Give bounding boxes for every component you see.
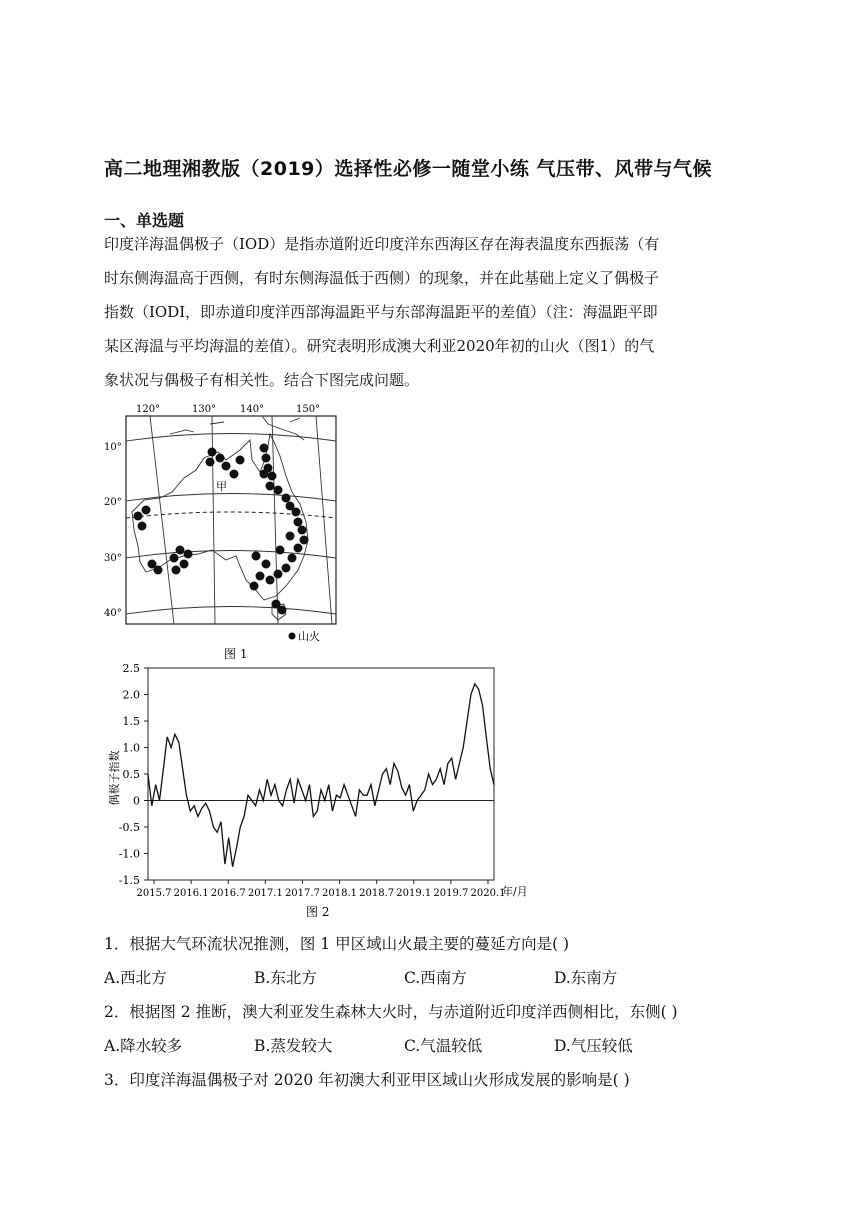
x-tick-label: 2019.1 bbox=[396, 888, 432, 899]
map-frame bbox=[126, 416, 336, 624]
fire-dots bbox=[134, 444, 309, 615]
q1-option-b[interactable]: B.东北方 bbox=[254, 969, 317, 987]
lon-label-150: 150° bbox=[296, 404, 321, 415]
region-label-jia: 甲 bbox=[216, 480, 227, 493]
y-tick-label: -1.5 bbox=[118, 874, 140, 887]
y-tick-label: 2.0 bbox=[122, 688, 140, 702]
legend-label: 山火 bbox=[298, 630, 320, 643]
chart-y-label: 偶极子指数 bbox=[108, 750, 121, 806]
intro-line-2: 时东侧海温高于西侧，有时东侧海温低于西侧）的现象，并在此基础上定义了偶极子 bbox=[104, 269, 660, 287]
y-tick-label: -1.0 bbox=[118, 847, 140, 861]
islands-outline bbox=[170, 422, 224, 434]
legend-dot bbox=[289, 633, 296, 640]
question-1-stem: 1．根据大气环流状况推测，图 1 甲区域山火最主要的蔓延方向是( ) bbox=[104, 935, 570, 953]
x-tick-label: 2015.7 bbox=[136, 888, 172, 899]
x-tick-label: 2018.1 bbox=[322, 888, 358, 899]
lon-label-130: 130° bbox=[192, 404, 217, 415]
intro-line-4: 某区海温与平均海温的差值）。研究表明形成澳大利亚2020年初的山火（图1）的气 bbox=[104, 337, 655, 355]
y-tick-label: -0.5 bbox=[118, 821, 140, 834]
q2-option-b[interactable]: B.蒸发较大 bbox=[254, 1037, 333, 1055]
lon-label-120: 120° bbox=[136, 404, 161, 415]
q2-option-c[interactable]: C.气温较低 bbox=[404, 1037, 483, 1055]
x-tick-label: 2017.7 bbox=[284, 888, 320, 899]
question-3-stem: 3．印度洋海温偶极子对 2020 年初澳大利亚甲区域山火形成发展的影响是( ) bbox=[104, 1071, 630, 1089]
y-tick-label: 2.5 bbox=[122, 662, 140, 675]
x-tick-label: 2020.1 bbox=[470, 888, 506, 899]
q1-option-a[interactable]: A.西北方 bbox=[104, 969, 167, 987]
lat-label-10: 10° bbox=[104, 442, 122, 453]
q1-option-d[interactable]: D.东南方 bbox=[554, 969, 618, 987]
figure-2-caption: 图 2 bbox=[306, 905, 330, 919]
intro-line-1: 印度洋海温偶极子（IOD）是指赤道附近印度洋东西海区存在海表温度东西振荡（有 bbox=[104, 235, 660, 253]
y-tick-label: 0 bbox=[133, 794, 140, 808]
q2-option-d[interactable]: D.气压较低 bbox=[554, 1037, 633, 1055]
lat-label-30: 30° bbox=[104, 553, 122, 564]
x-tick-label: 2016.1 bbox=[173, 888, 209, 899]
q1-option-c[interactable]: C.西南方 bbox=[404, 969, 467, 987]
intro-line-5: 象状况与偶极子有相关性。结合下图完成问题。 bbox=[104, 371, 420, 389]
figure-1-caption: 图 1 bbox=[224, 647, 248, 661]
lon-label-140: 140° bbox=[240, 404, 265, 415]
question-2-stem: 2．根据图 2 推断，澳大利亚发生森林大火时，与赤道附近印度洋西侧相比，东侧( ) bbox=[104, 1003, 678, 1021]
y-tick-label: 1.0 bbox=[122, 741, 140, 755]
lat-label-20: 20° bbox=[104, 497, 122, 508]
intro-line-3: 指数（IODI，即赤道印度洋西部海温距平与东部海温距平的差值）（注：海温距平即 bbox=[104, 303, 658, 321]
series-line-iodi bbox=[148, 684, 494, 867]
y-tick-label: 0.5 bbox=[122, 768, 140, 781]
figure-2-chart bbox=[100, 660, 540, 922]
x-tick-label: 2017.1 bbox=[247, 888, 283, 899]
y-tick-label: 1.5 bbox=[122, 715, 140, 728]
figure-1-map bbox=[100, 400, 350, 662]
x-tick-label: 2016.7 bbox=[210, 888, 246, 899]
q2-option-a[interactable]: A.降水较多 bbox=[104, 1037, 183, 1055]
chart-x-unit: 年/月 bbox=[502, 885, 528, 898]
graticule bbox=[126, 416, 336, 624]
page-title: 高二地理湘教版（2019）选择性必修一随堂小练 气压带、风带与气候 bbox=[104, 158, 712, 180]
x-tick-label: 2018.7 bbox=[359, 888, 395, 899]
section-heading: 一、单选题 bbox=[104, 211, 185, 230]
lat-label-40: 40° bbox=[104, 608, 122, 619]
x-tick-label: 2019.7 bbox=[433, 888, 469, 899]
